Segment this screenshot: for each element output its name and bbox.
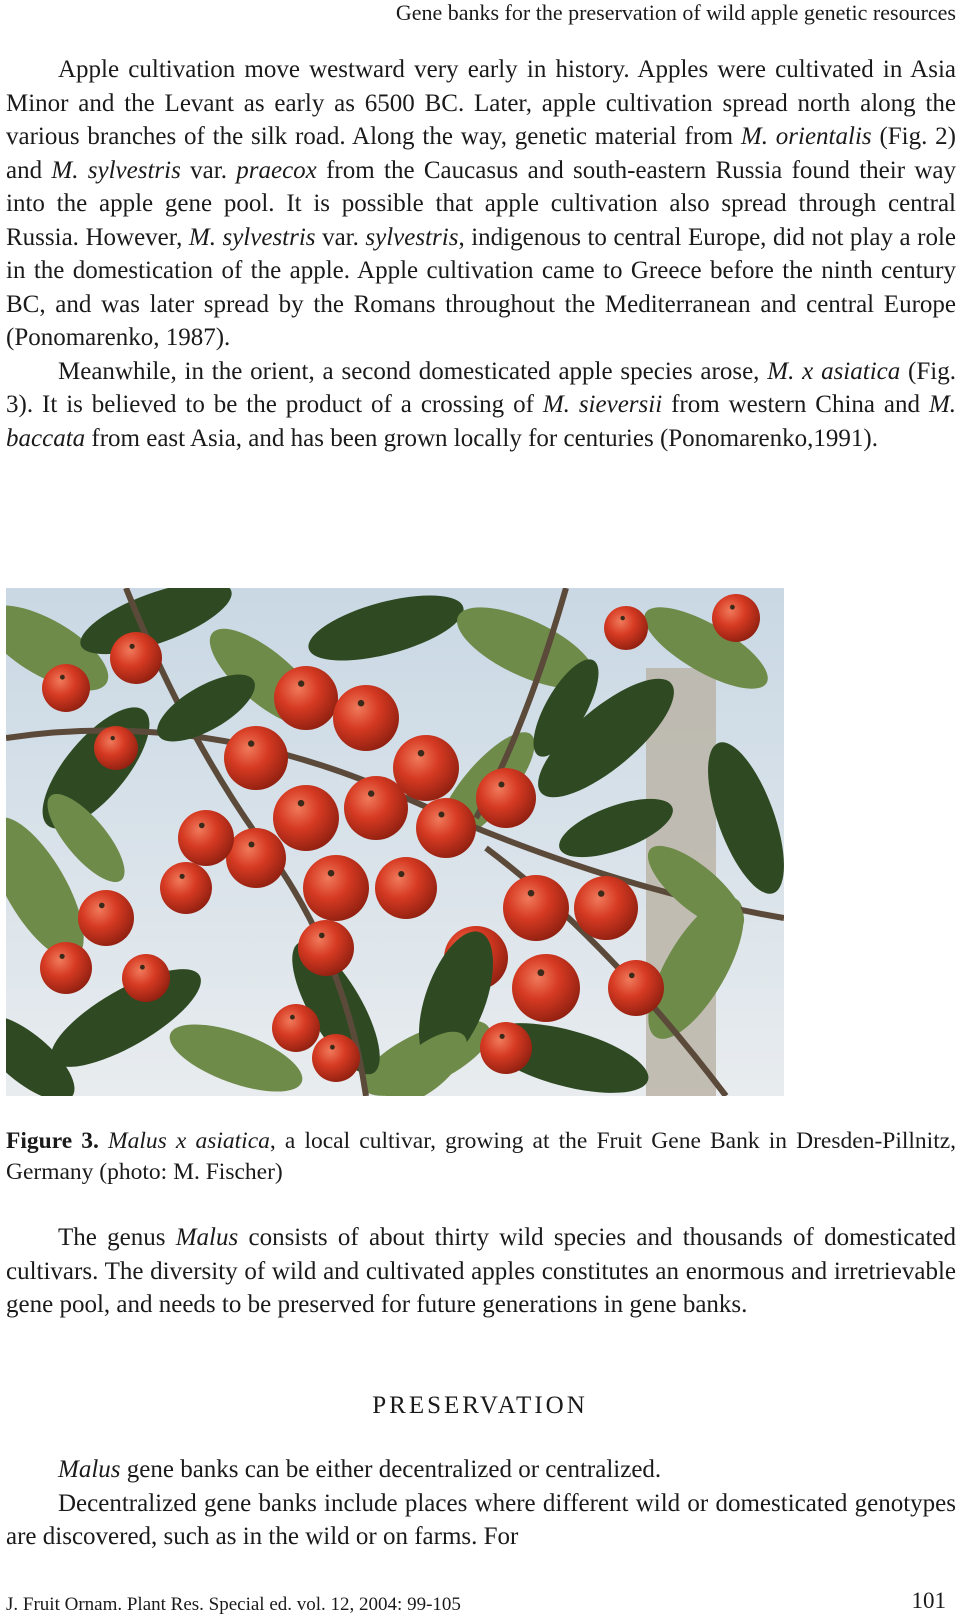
section-heading: PRESERVATION	[372, 1392, 588, 1419]
apple-calyx	[418, 750, 425, 757]
apple-calyx	[290, 1015, 295, 1020]
apple	[312, 1034, 360, 1082]
paragraph: Apple cultivation move westward very early in history. Apples were cultivated in Asia Minor and the Levant as early as 6500 BC. Later, apple cultivation spread north along the various branches of the silk road. Along the way, genetic material from M. orientalis (Fig. 2) and M. sylvestris var. praecox from the Caucasus and south-eastern Russia found their way into the apple gene pool. It is possible that apple cultivation also spread through central Russia. However, M. sylvestris var. sylvestris, indigenous to central Europe, did not play a role in the domestication of the apple. Apple cultivation came to Greece before the ninth century BC, and was later spread by the Romans throughout the Mediterranean and central Europe (Ponomarenko, 1987).	[6, 56, 957, 351]
apple	[608, 960, 664, 1016]
apple	[503, 875, 569, 941]
apple	[160, 862, 212, 914]
journal-footer: J. Fruit Ornam. Plant Res. Special ed. vol. 12, 2004: 99-105	[6, 1594, 461, 1615]
apple-calyx	[538, 969, 545, 976]
apple-calyx	[368, 790, 374, 796]
body-text-top	[6, 53, 956, 455]
apple-calyx	[248, 740, 254, 746]
figure-caption	[6, 1126, 956, 1188]
apple-calyx	[60, 954, 65, 959]
apple-calyx	[598, 890, 604, 896]
apple	[574, 876, 638, 940]
apple	[512, 954, 580, 1022]
apple-calyx	[111, 736, 115, 740]
apple-calyx	[249, 842, 255, 848]
apple	[375, 857, 437, 919]
apple-calyx	[130, 644, 135, 649]
paragraph: Malus gene banks can be either decentralized or centralized.	[58, 1456, 662, 1483]
apple	[416, 798, 476, 858]
figure-3-photo	[6, 588, 784, 1096]
apple	[604, 606, 648, 650]
apple-calyx	[199, 823, 205, 829]
apple-calyx	[60, 675, 65, 680]
apple	[78, 890, 134, 946]
apple	[303, 855, 369, 921]
apple-calyx	[358, 700, 365, 707]
apple-calyx	[398, 871, 404, 877]
apple	[712, 594, 760, 642]
paragraph: Meanwhile, in the orient, a second domesticated apple species arose, M. x asiatica (Fig. 3). It is believed to be the product of a crossing of M. sieversii from western China and M. baccata from east Asia, and has been grown locally for centuries (Ponomarenko,1991).	[6, 357, 957, 452]
apple	[476, 768, 536, 828]
apple-calyx	[499, 782, 505, 788]
apple-calyx	[298, 680, 304, 686]
apple	[344, 776, 408, 840]
apple-calyx	[180, 874, 185, 879]
apple	[178, 810, 234, 866]
apple-calyx	[319, 933, 325, 939]
apple	[40, 942, 92, 994]
apple-calyx	[528, 890, 535, 897]
apple	[226, 828, 286, 888]
running-head: Gene banks for the preservation of wild apple genetic resources	[395, 0, 956, 25]
apple-calyx	[629, 973, 635, 979]
apple-calyx	[99, 903, 105, 909]
apple-calyx	[140, 965, 145, 970]
caption-text: Malus x asiatica, a local cultivar, growing at the Fruit Gene Bank in Dresden-Pillnitz, Germany (photo: M. Fischer)	[6, 1128, 957, 1185]
apple	[94, 726, 138, 770]
figure-label: Figure 3.	[6, 1128, 99, 1154]
apple	[224, 726, 288, 790]
paragraph: Decentralized gene banks include places where different wild or domesticated genotypes are discovered, such as in the wild or on farms. For	[6, 1489, 956, 1550]
apple	[480, 1022, 532, 1074]
apple-calyx	[621, 616, 625, 620]
apple-calyx	[298, 800, 305, 807]
body-text-mid	[6, 1221, 956, 1322]
paragraph: The genus Malus consists of about thirty wild species and thousands of domesticated cultivars. The diversity of wild and cultivated apples constitutes an enormous and irretrievable gene pool, and needs to be preserved for future generations in gene banks.	[6, 1224, 956, 1318]
apple	[274, 666, 338, 730]
apple-calyx	[730, 605, 735, 610]
apple	[298, 920, 354, 976]
apple-calyx	[500, 1034, 505, 1039]
apple	[272, 1004, 320, 1052]
apple-calyx	[330, 1045, 335, 1050]
apple	[42, 664, 90, 712]
apple	[110, 632, 162, 684]
body-text-bottom	[6, 1453, 956, 1554]
apple	[333, 685, 399, 751]
apple	[273, 785, 339, 851]
apple-calyx	[439, 812, 445, 818]
apple-calyx	[328, 870, 335, 877]
apple	[122, 954, 170, 1002]
page-number: 101	[911, 1588, 946, 1613]
